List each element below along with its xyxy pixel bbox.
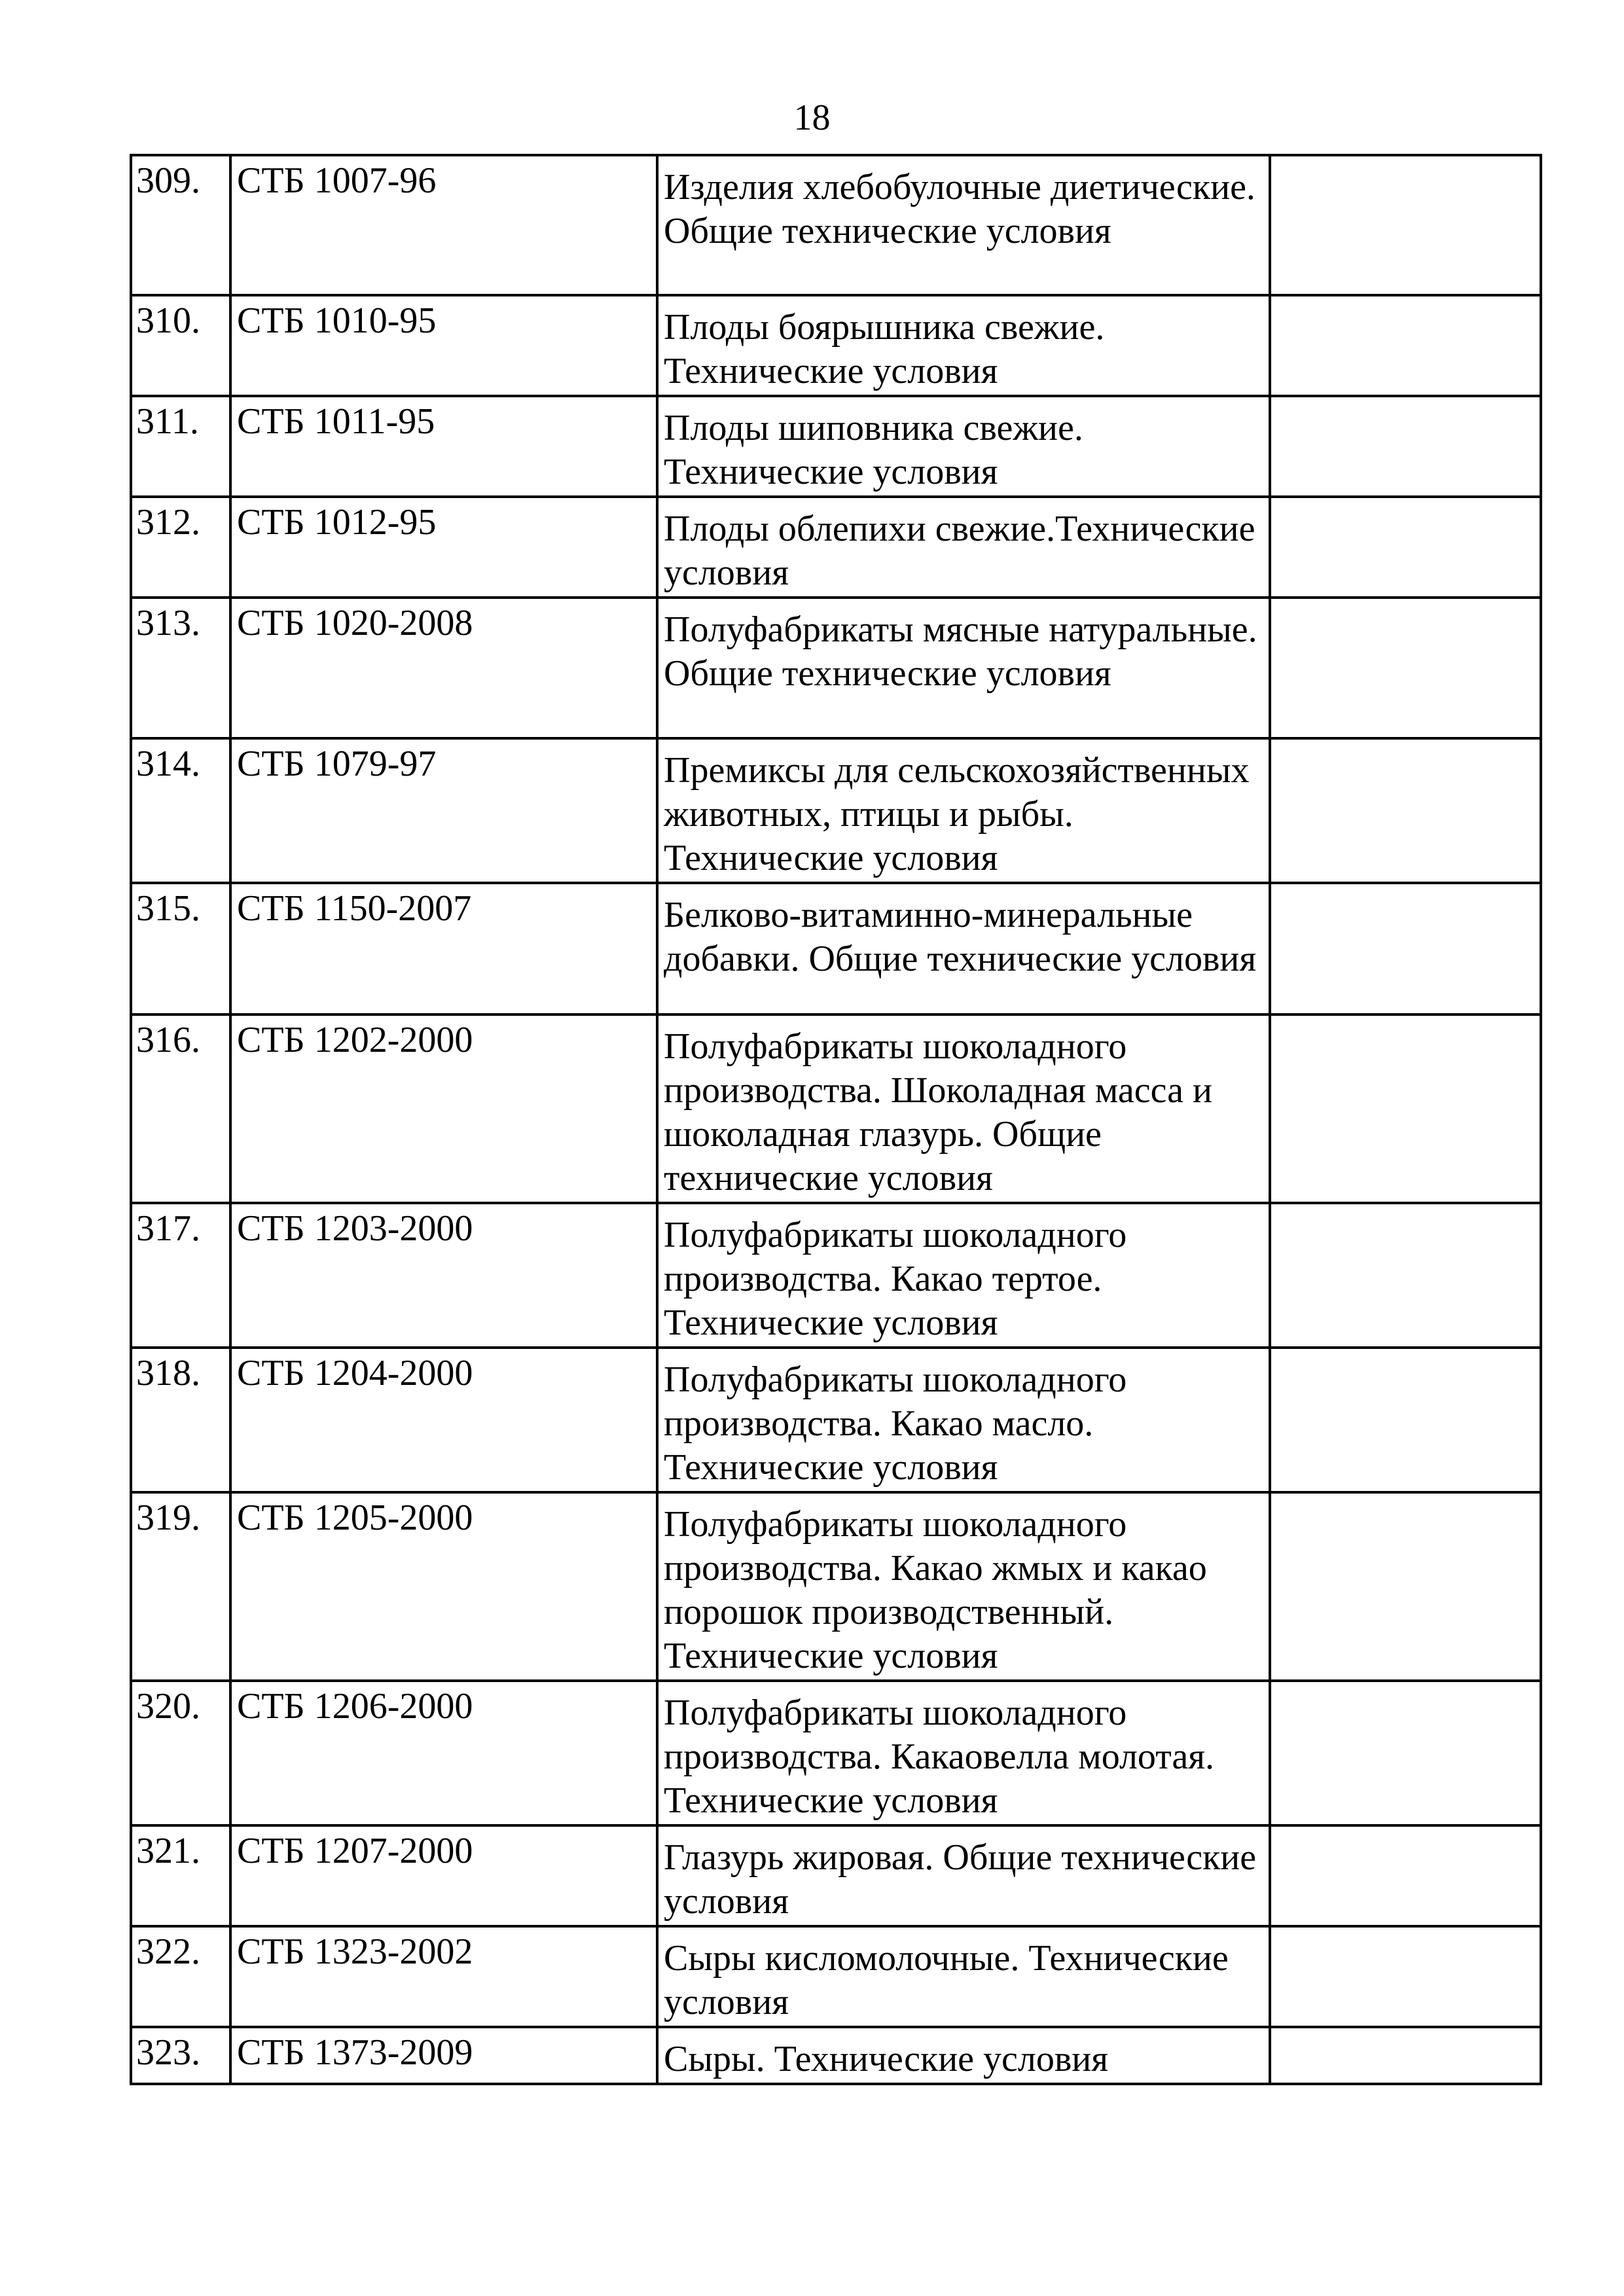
standard-code-cell: СТБ 1012-95 — [230, 497, 657, 598]
standard-code-cell: СТБ 1373-2009 — [230, 2027, 657, 2084]
row-number-cell: 320. — [131, 1681, 230, 1825]
note-cell — [1270, 1825, 1541, 1926]
standard-name-cell: Глазурь жировая. Общие технические условия — [657, 1825, 1270, 1926]
table-row — [131, 155, 1541, 295]
standard-name-cell: Белково-витаминно-минеральные добавки. Общие технические условия — [657, 883, 1270, 1014]
note-cell — [1270, 883, 1541, 1014]
standard-code-cell: СТБ 1079-97 — [230, 738, 657, 883]
note-cell — [1270, 1014, 1541, 1203]
table-row — [131, 1681, 1541, 1825]
standard-code-cell: СТБ 1010-95 — [230, 295, 657, 396]
standard-code-cell: СТБ 1011-95 — [230, 396, 657, 497]
note-cell — [1270, 2027, 1541, 2084]
standard-code-cell: СТБ 1150-2007 — [230, 883, 657, 1014]
standard-code-cell: СТБ 1020-2008 — [230, 598, 657, 738]
row-number-cell: 323. — [131, 2027, 230, 2084]
standard-code-cell: СТБ 1323-2002 — [230, 1926, 657, 2027]
standard-code-cell: СТБ 1007-96 — [230, 155, 657, 295]
standard-name-cell: Плоды шиповника свежие. Технические условия — [657, 396, 1270, 497]
table-row — [131, 1825, 1541, 1926]
standard-name-cell: Полуфабрикаты шоколадного производства. Какао жмых и какао порошок производственный. Технические условия — [657, 1492, 1270, 1681]
row-number-cell: 315. — [131, 883, 230, 1014]
table-row — [131, 2027, 1541, 2084]
note-cell — [1270, 396, 1541, 497]
standards-table — [130, 154, 1542, 2085]
note-cell — [1270, 1348, 1541, 1492]
table-row — [131, 1014, 1541, 1203]
note-cell — [1270, 1492, 1541, 1681]
standard-name-cell: Полуфабрикаты шоколадного производства. Шоколадная масса и шоколадная глазурь. Общие технические условия — [657, 1014, 1270, 1203]
standard-name-cell: Полуфабрикаты шоколадного производства. Какаовелла молотая. Технические условия — [657, 1681, 1270, 1825]
row-number-cell: 317. — [131, 1203, 230, 1348]
table-row — [131, 497, 1541, 598]
note-cell — [1270, 497, 1541, 598]
table-row — [131, 1203, 1541, 1348]
table-body — [131, 155, 1541, 2084]
standard-name-cell: Полуфабрикаты шоколадного производства. Какао масло. Технические условия — [657, 1348, 1270, 1492]
row-number-cell: 309. — [131, 155, 230, 295]
standard-name-cell: Изделия хлебобулочные диетические. Общие технические условия — [657, 155, 1270, 295]
standard-code-cell: СТБ 1207-2000 — [230, 1825, 657, 1926]
standard-name-cell: Полуфабрикаты шоколадного производства. Какао тертое. Технические условия — [657, 1203, 1270, 1348]
standard-name-cell: Полуфабрикаты мясные натуральные. Общие технические условия — [657, 598, 1270, 738]
standard-name-cell: Премиксы для сельскохозяйственных животных, птицы и рыбы. Технические условия — [657, 738, 1270, 883]
note-cell — [1270, 1203, 1541, 1348]
table-row — [131, 1348, 1541, 1492]
standard-code-cell: СТБ 1205-2000 — [230, 1492, 657, 1681]
row-number-cell: 314. — [131, 738, 230, 883]
table-row — [131, 295, 1541, 396]
note-cell — [1270, 1681, 1541, 1825]
note-cell — [1270, 598, 1541, 738]
table-row — [131, 738, 1541, 883]
row-number-cell: 319. — [131, 1492, 230, 1681]
page-number: 18 — [793, 98, 831, 138]
standard-name-cell: Сыры кисломолочные. Технические условия — [657, 1926, 1270, 2027]
note-cell — [1270, 738, 1541, 883]
note-cell — [1270, 295, 1541, 396]
row-number-cell: 310. — [131, 295, 230, 396]
table-row — [131, 598, 1541, 738]
standard-code-cell: СТБ 1203-2000 — [230, 1203, 657, 1348]
row-number-cell: 312. — [131, 497, 230, 598]
row-number-cell: 313. — [131, 598, 230, 738]
row-number-cell: 321. — [131, 1825, 230, 1926]
table-row — [131, 883, 1541, 1014]
row-number-cell: 316. — [131, 1014, 230, 1203]
table-row — [131, 396, 1541, 497]
standard-code-cell: СТБ 1206-2000 — [230, 1681, 657, 1825]
row-number-cell: 318. — [131, 1348, 230, 1492]
table-row — [131, 1492, 1541, 1681]
table-row — [131, 1926, 1541, 2027]
standard-code-cell: СТБ 1202-2000 — [230, 1014, 657, 1203]
note-cell — [1270, 155, 1541, 295]
standard-code-cell: СТБ 1204-2000 — [230, 1348, 657, 1492]
standard-name-cell: Сыры. Технические условия — [657, 2027, 1270, 2084]
note-cell — [1270, 1926, 1541, 2027]
row-number-cell: 322. — [131, 1926, 230, 2027]
standard-name-cell: Плоды боярышника свежие. Технические условия — [657, 295, 1270, 396]
row-number-cell: 311. — [131, 396, 230, 497]
standard-name-cell: Плоды облепихи свежие.Технические условия — [657, 497, 1270, 598]
